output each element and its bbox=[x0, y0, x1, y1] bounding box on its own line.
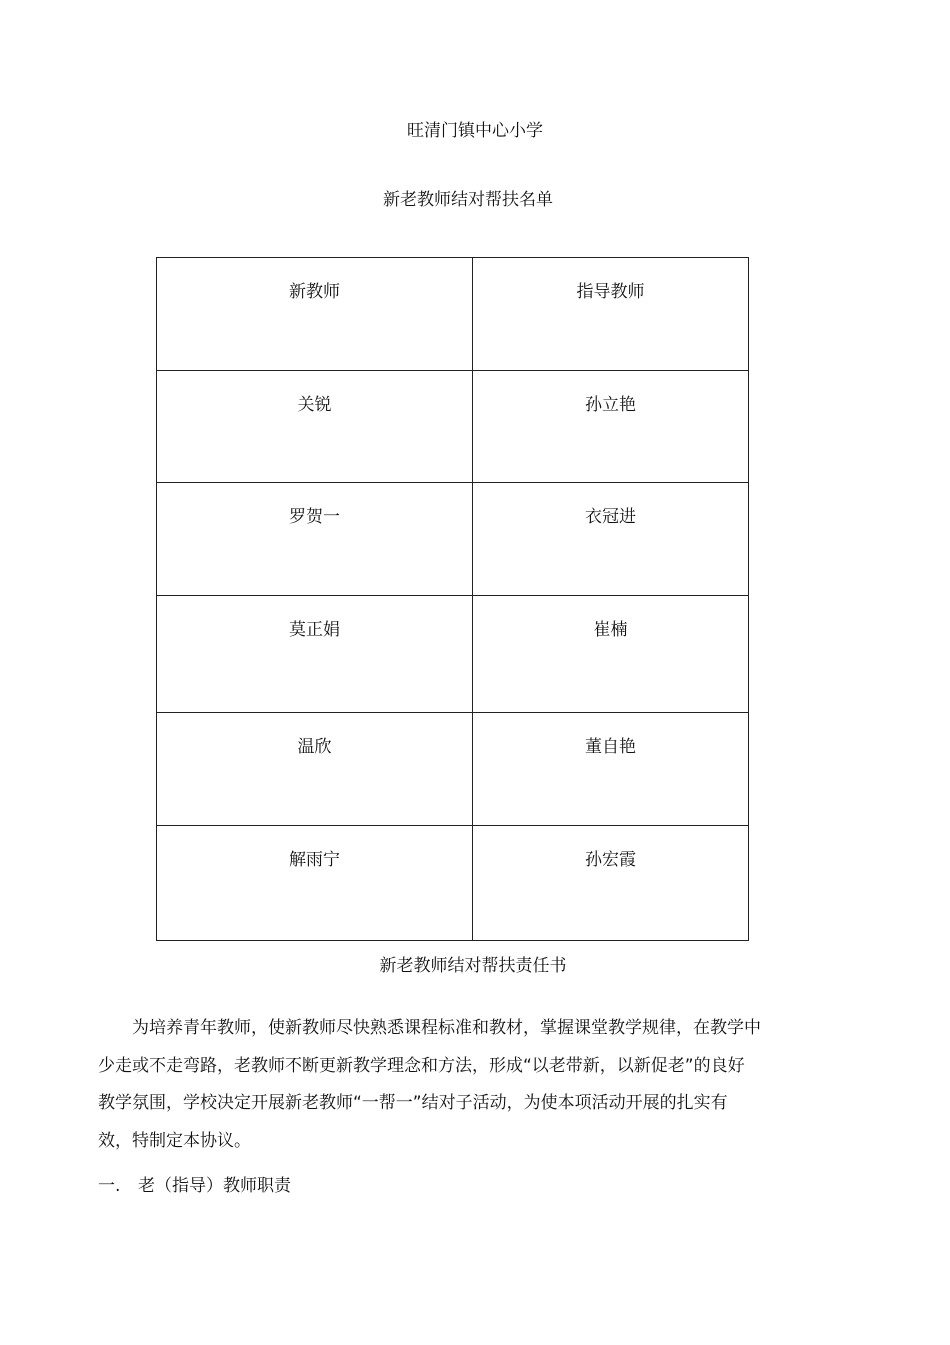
mentor-teacher-cell: 孙宏霞 bbox=[473, 826, 749, 941]
table-row bbox=[157, 371, 749, 483]
table-header-row bbox=[157, 258, 749, 371]
new-teacher-cell: 罗贺一 bbox=[157, 483, 473, 596]
new-teacher-cell: 温欣 bbox=[157, 713, 473, 826]
table-row bbox=[157, 713, 749, 826]
header-mentor-teacher: 指导教师 bbox=[473, 258, 749, 371]
responsibility-title: 新老教师结对帮扶责任书 bbox=[379, 956, 567, 976]
table-row bbox=[157, 596, 749, 713]
list-title: 新老教师结对帮扶名单 bbox=[383, 190, 553, 210]
school-name: 旺清门镇中心小学 bbox=[407, 121, 543, 141]
mentor-teacher-cell: 孙立艳 bbox=[473, 371, 749, 483]
paragraph-line: 少走或不走弯路，老教师不断更新教学理念和方法，形成“以老带新，以新促老”的良好 bbox=[98, 1055, 745, 1076]
mentor-teacher-cell: 衣冠进 bbox=[473, 483, 749, 596]
section-title: 老（指导）教师职责 bbox=[138, 1176, 291, 1196]
mentor-teacher-cell: 董自艳 bbox=[473, 713, 749, 826]
section-heading bbox=[98, 1173, 291, 1199]
header-new-teacher: 新教师 bbox=[157, 258, 473, 371]
intro-paragraph bbox=[98, 1010, 803, 1160]
table-row bbox=[157, 826, 749, 941]
pairing-table bbox=[156, 257, 749, 941]
mentor-teacher-cell: 崔楠 bbox=[473, 596, 749, 713]
table-row bbox=[157, 483, 749, 596]
paragraph-line: 为培养青年教师，使新教师尽快熟悉课程标准和教材，掌握课堂教学规律，在教学中 bbox=[132, 1018, 761, 1038]
new-teacher-cell: 莫正娟 bbox=[157, 596, 473, 713]
new-teacher-cell: 关锐 bbox=[157, 371, 473, 483]
paragraph-line: 教学氛围，学校决定开展新老教师“一帮一”结对子活动，为使本项活动开展的扎实有 bbox=[98, 1093, 728, 1113]
new-teacher-cell: 解雨宁 bbox=[157, 826, 473, 941]
paragraph-line: 效，特制定本协议。 bbox=[98, 1130, 251, 1151]
section-number: 一. bbox=[98, 1176, 121, 1196]
